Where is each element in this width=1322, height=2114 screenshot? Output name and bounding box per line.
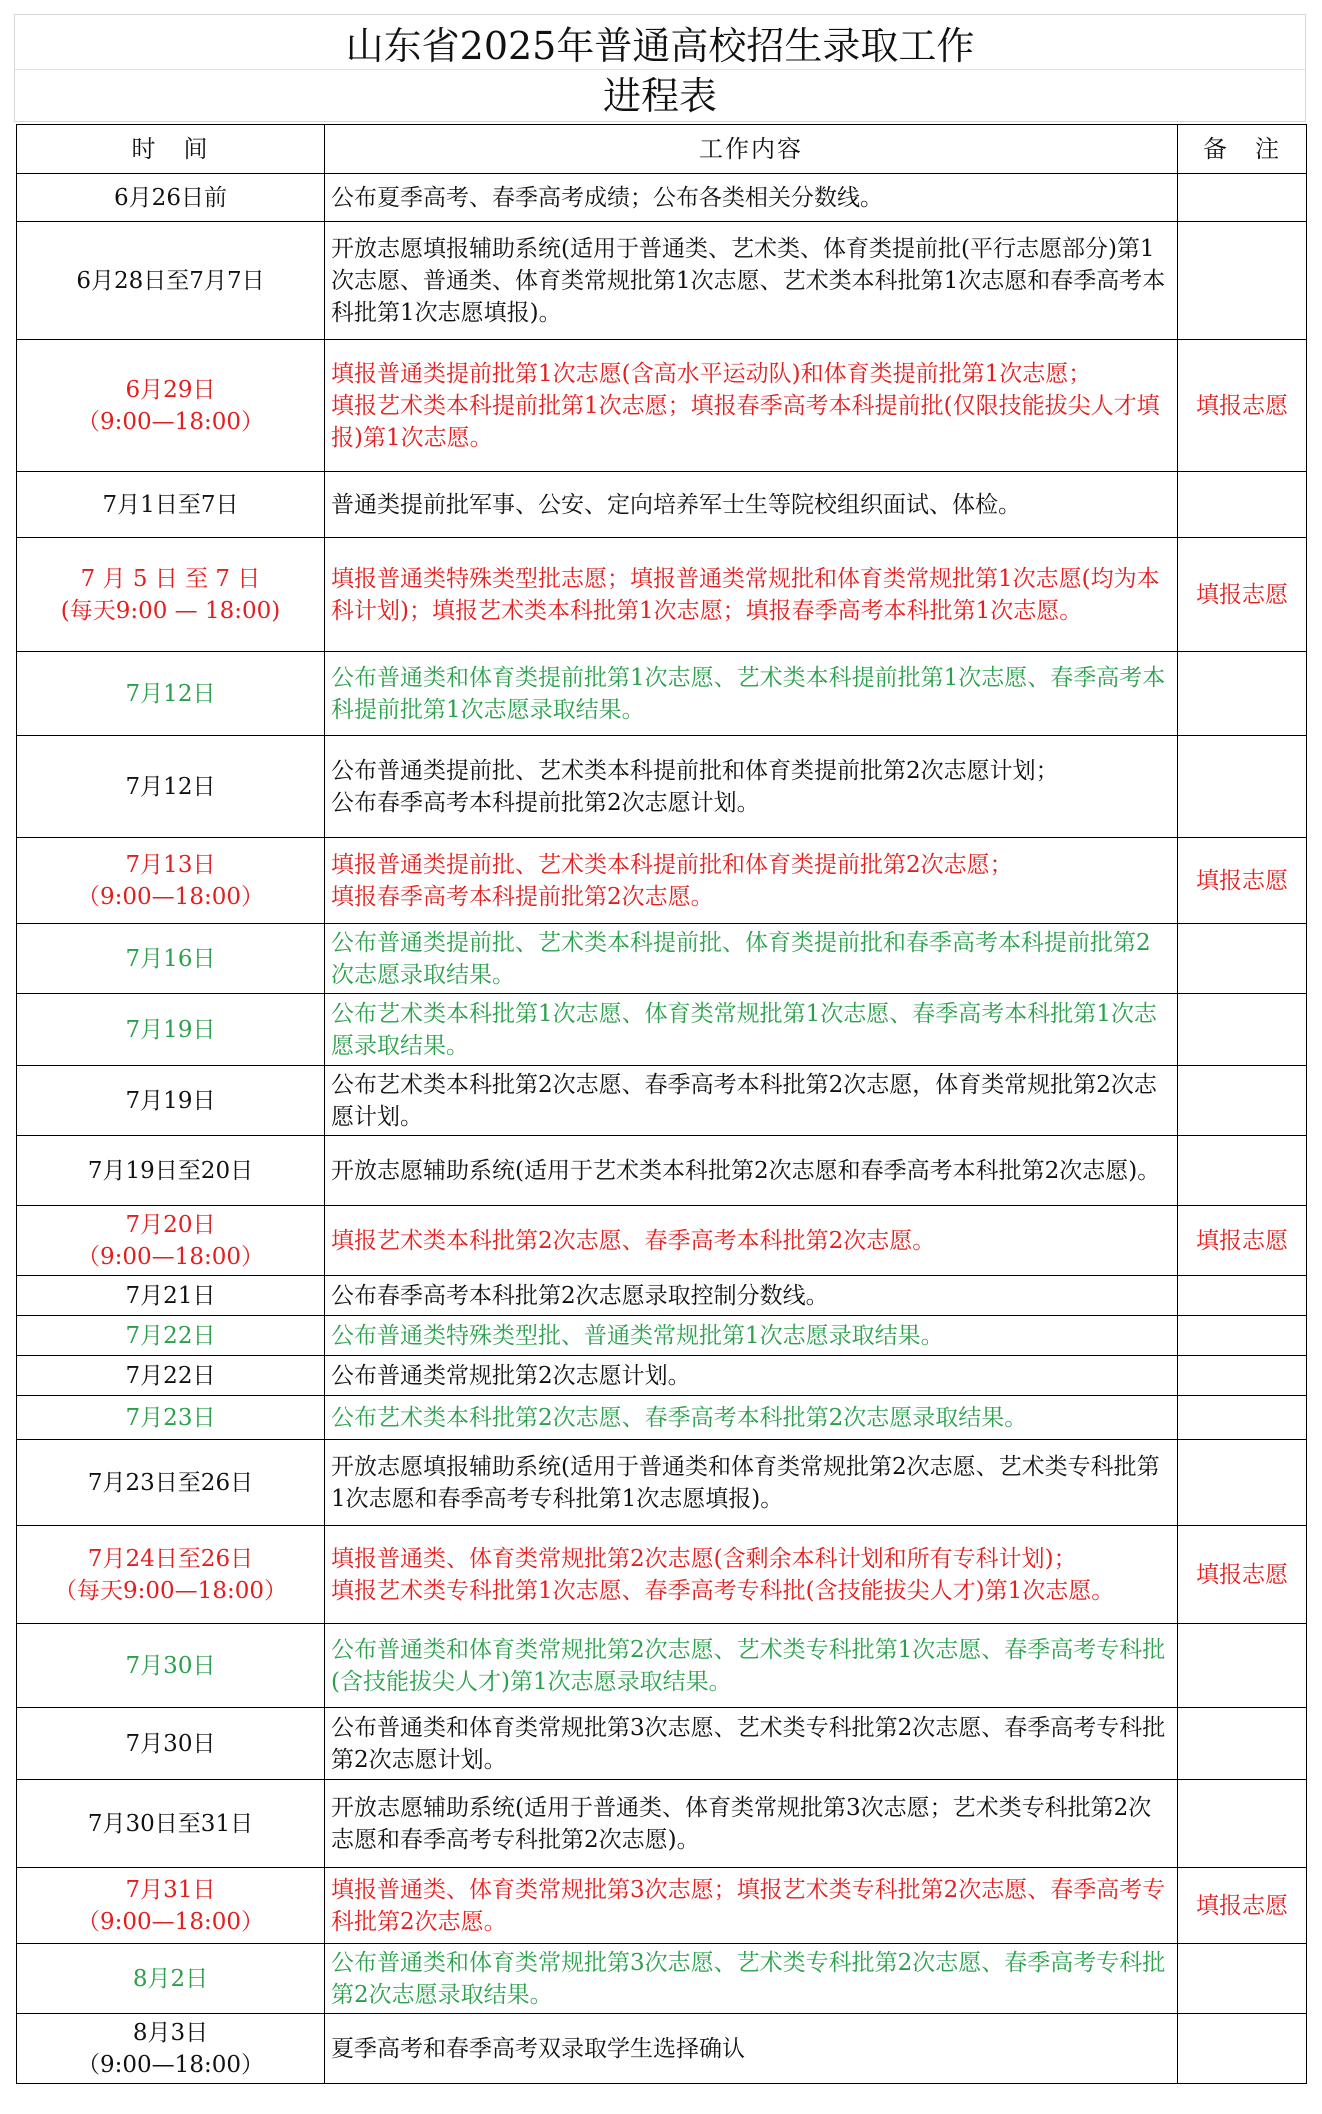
table-row	[17, 174, 1307, 222]
content-paragraph: 公布普通类和体育类提前批第1次志愿、艺术类本科提前批第1次志愿、春季高考本科提前批第1次志愿录取结果。	[331, 664, 1166, 723]
table-row	[17, 1136, 1307, 1206]
note-cell	[1178, 736, 1307, 838]
time-cell	[17, 994, 325, 1066]
content-paragraph: 公布普通类特殊类型批、普通类常规批第1次志愿录取结果。	[331, 1322, 944, 1349]
table-row	[17, 924, 1307, 994]
content-paragraph: 填报艺术类专科批第1次志愿、春季高考专科批(含技能拔尖人才)第1次志愿。	[331, 1577, 1115, 1604]
time-cell	[17, 1868, 325, 1944]
content-paragraph: 公布艺术类本科批第1次志愿、体育类常规批第1次志愿、春季高考本科批第1次志愿录取结果。	[331, 1000, 1157, 1059]
note-cell: 填报志愿	[1178, 1868, 1307, 1944]
document-subtitle: 进程表	[602, 74, 717, 118]
time-cell	[17, 222, 325, 340]
content-cell	[325, 1780, 1178, 1868]
table-row	[17, 1066, 1307, 1136]
table-row	[17, 994, 1307, 1066]
header-time: 时 间	[17, 125, 325, 174]
table-row	[17, 1944, 1307, 2014]
time-cell	[17, 1356, 325, 1396]
time-cell	[17, 1066, 325, 1136]
content-cell	[325, 1440, 1178, 1526]
content-paragraph: 填报普通类提前批第1次志愿(含高水平运动队)和体育类提前批第1次志愿；	[331, 360, 1092, 387]
note-cell	[1178, 994, 1307, 1066]
time-cell	[17, 924, 325, 994]
content-cell	[325, 472, 1178, 538]
content-paragraph: 填报艺术类本科提前批第1次志愿；填报春季高考本科提前批(仅限技能拔尖人才填报)第1次志愿。	[331, 392, 1160, 451]
time-cell	[17, 1396, 325, 1440]
time-line: 7月19日	[125, 1016, 216, 1043]
time-cell	[17, 1440, 325, 1526]
content-paragraph: 开放志愿辅助系统(适用于普通类、体育类常规批第3次志愿；艺术类专科批第2次志愿和春季高考专科批第2次志愿)。	[331, 1794, 1152, 1853]
time-line: 7月31日	[125, 1876, 216, 1903]
time-line: 7月30日	[125, 1652, 216, 1679]
content-cell	[325, 1316, 1178, 1356]
time-line: （9:00—18:00）	[77, 883, 264, 910]
time-line: 7月24日至26日	[87, 1545, 254, 1572]
table-row	[17, 222, 1307, 340]
time-line: 7月20日	[125, 1211, 216, 1238]
note-cell	[1178, 652, 1307, 736]
table-row	[17, 1276, 1307, 1316]
table-row	[17, 1316, 1307, 1356]
time-line: 7月22日	[125, 1322, 216, 1349]
note-cell	[1178, 472, 1307, 538]
note-cell	[1178, 1276, 1307, 1316]
time-line: 7月16日	[125, 945, 216, 972]
content-cell	[325, 1624, 1178, 1708]
content-paragraph: 公布春季高考本科提前批第2次志愿计划。	[331, 789, 760, 816]
note-cell: 填报志愿	[1178, 538, 1307, 652]
content-paragraph: 填报春季高考本科提前批第2次志愿。	[331, 883, 714, 910]
title-divider	[15, 69, 1305, 70]
content-cell	[325, 1526, 1178, 1624]
time-line: 7月30日至31日	[87, 1810, 254, 1837]
document-title: 山东省2025年普通高校招生录取工作	[345, 24, 975, 68]
content-paragraph: 开放志愿填报辅助系统(适用于普通类和体育类常规批第2次志愿、艺术类专科批第1次志愿和春季高考专科批第1次志愿填报)。	[331, 1453, 1160, 1512]
table-row	[17, 838, 1307, 924]
note-cell	[1178, 1708, 1307, 1780]
time-cell	[17, 2014, 325, 2084]
note-cell	[1178, 924, 1307, 994]
time-line: （每天9:00—18:00）	[54, 1577, 287, 1604]
time-cell	[17, 174, 325, 222]
content-cell	[325, 1944, 1178, 2014]
content-cell	[325, 1396, 1178, 1440]
note-cell	[1178, 1356, 1307, 1396]
time-cell	[17, 472, 325, 538]
content-paragraph: 公布普通类和体育类常规批第2次志愿、艺术类专科批第1次志愿、春季高考专科批(含技能拔尖人才)第1次志愿录取结果。	[331, 1636, 1166, 1695]
content-paragraph: 公布普通类和体育类常规批第3次志愿、艺术类专科批第2次志愿、春季高考专科批第2次志愿录取结果。	[331, 1949, 1166, 2008]
content-paragraph: 夏季高考和春季高考双录取学生选择确认	[331, 2035, 745, 2062]
header-note: 备 注	[1178, 125, 1307, 174]
content-paragraph: 公布普通类常规批第2次志愿计划。	[331, 1362, 691, 1389]
note-cell: 填报志愿	[1178, 838, 1307, 924]
content-paragraph: 填报普通类提前批、艺术类本科提前批和体育类提前批第2次志愿；	[331, 851, 1013, 878]
time-line: 7月13日	[125, 851, 216, 878]
note-cell	[1178, 2014, 1307, 2084]
time-line: 6月26日前	[114, 184, 227, 211]
time-cell	[17, 736, 325, 838]
table-row	[17, 736, 1307, 838]
note-cell	[1178, 1624, 1307, 1708]
content-cell	[325, 1356, 1178, 1396]
content-paragraph: 填报普通类特殊类型批志愿；填报普通类常规批和体育类常规批第1次志愿(均为本科计划)；填报艺术类本科批第1次志愿；填报春季高考本科批第1次志愿。	[331, 565, 1160, 624]
note-cell	[1178, 1396, 1307, 1440]
time-line: 7 月 5 日 至 7 日	[80, 565, 261, 592]
time-line: 7月23日至26日	[87, 1469, 254, 1496]
content-paragraph: 公布艺术类本科批第2次志愿、春季高考本科批第2次志愿录取结果。	[331, 1404, 1028, 1431]
time-cell	[17, 1780, 325, 1868]
content-paragraph: 公布普通类提前批、艺术类本科提前批、体育类提前批和春季高考本科提前批第2次志愿录取结果。	[331, 929, 1151, 988]
time-line: 7月12日	[125, 773, 216, 800]
title-box	[14, 14, 1306, 122]
note-cell	[1178, 1316, 1307, 1356]
time-line: 7月19日至20日	[87, 1157, 254, 1184]
content-cell	[325, 1066, 1178, 1136]
time-line: 7月1日至7日	[102, 491, 239, 518]
content-cell	[325, 1136, 1178, 1206]
time-cell	[17, 1624, 325, 1708]
table-row	[17, 1356, 1307, 1396]
time-cell	[17, 1944, 325, 2014]
time-line: 7月30日	[125, 1730, 216, 1757]
table-body	[17, 174, 1307, 2084]
time-line: 7月21日	[125, 1282, 216, 1309]
table-row	[17, 652, 1307, 736]
content-paragraph: 公布夏季高考、春季高考成绩；公布各类相关分数线。	[331, 184, 883, 211]
time-line: 8月2日	[132, 1965, 209, 1992]
table-row	[17, 1206, 1307, 1276]
note-cell	[1178, 1944, 1307, 2014]
time-line: （9:00—18:00）	[77, 2051, 264, 2078]
content-cell	[325, 222, 1178, 340]
content-cell	[325, 1206, 1178, 1276]
time-cell	[17, 1276, 325, 1316]
note-cell: 填报志愿	[1178, 340, 1307, 472]
time-cell	[17, 538, 325, 652]
time-cell	[17, 1526, 325, 1624]
table-row	[17, 1780, 1307, 1868]
note-cell	[1178, 1066, 1307, 1136]
schedule-table	[16, 124, 1307, 2084]
time-line: 7月23日	[125, 1404, 216, 1431]
table-row	[17, 1526, 1307, 1624]
content-cell	[325, 174, 1178, 222]
content-cell	[325, 1868, 1178, 1944]
content-cell	[325, 924, 1178, 994]
content-cell	[325, 538, 1178, 652]
table-row	[17, 1396, 1307, 1440]
header-content: 工作内容	[325, 125, 1178, 174]
time-cell	[17, 1708, 325, 1780]
content-cell	[325, 2014, 1178, 2084]
content-cell	[325, 736, 1178, 838]
note-cell: 填报志愿	[1178, 1206, 1307, 1276]
table-row	[17, 2014, 1307, 2084]
content-paragraph: 填报艺术类本科批第2次志愿、春季高考本科批第2次志愿。	[331, 1227, 936, 1254]
content-cell	[325, 340, 1178, 472]
table-row	[17, 538, 1307, 652]
time-line: (每天9:00 — 18:00)	[60, 597, 281, 624]
note-cell	[1178, 1136, 1307, 1206]
note-cell	[1178, 1780, 1307, 1868]
content-paragraph: 填报普通类、体育类常规批第3次志愿；填报艺术类专科批第2次志愿、春季高考专科批第2次志愿。	[331, 1876, 1166, 1935]
table-header-row	[17, 125, 1307, 174]
table-row	[17, 1708, 1307, 1780]
table-row	[17, 472, 1307, 538]
content-cell	[325, 994, 1178, 1066]
content-cell	[325, 1276, 1178, 1316]
content-paragraph: 开放志愿辅助系统(适用于艺术类本科批第2次志愿和春季高考本科批第2次志愿)。	[331, 1157, 1161, 1184]
content-paragraph: 开放志愿填报辅助系统(适用于普通类、艺术类、体育类提前批(平行志愿部分)第1次志愿、普通类、体育类常规批第1次志愿、艺术类本科批第1次志愿和春季高考本科批第1次志愿填报)。	[331, 235, 1166, 326]
time-line: 7月22日	[125, 1362, 216, 1389]
time-line: 7月12日	[125, 680, 216, 707]
time-cell	[17, 652, 325, 736]
time-cell	[17, 838, 325, 924]
note-cell	[1178, 222, 1307, 340]
table-row	[17, 1868, 1307, 1944]
time-line: 6月29日	[125, 376, 216, 403]
content-paragraph: 公布普通类提前批、艺术类本科提前批和体育类提前批第2次志愿计划；	[331, 757, 1059, 784]
content-paragraph: 公布艺术类本科批第2次志愿、春季高考本科批第2次志愿，体育类常规批第2次志愿计划。	[331, 1071, 1157, 1130]
table-row	[17, 1440, 1307, 1526]
time-cell	[17, 1316, 325, 1356]
time-cell	[17, 1136, 325, 1206]
content-cell	[325, 652, 1178, 736]
time-line: 8月3日	[132, 2019, 209, 2046]
content-cell	[325, 1708, 1178, 1780]
time-line: 6月28日至7月7日	[76, 267, 265, 294]
content-paragraph: 公布普通类和体育类常规批第3次志愿、艺术类专科批第2次志愿、春季高考专科批第2次志愿计划。	[331, 1714, 1166, 1773]
time-line: 7月19日	[125, 1087, 216, 1114]
time-line: （9:00—18:00）	[77, 1908, 264, 1935]
content-cell	[325, 838, 1178, 924]
note-cell: 填报志愿	[1178, 1526, 1307, 1624]
content-paragraph: 填报普通类、体育类常规批第2次志愿(含剩余本科计划和所有专科计划)；	[331, 1545, 1077, 1572]
time-cell	[17, 340, 325, 472]
time-cell	[17, 1206, 325, 1276]
time-line: （9:00—18:00）	[77, 1243, 264, 1270]
note-cell	[1178, 174, 1307, 222]
note-cell	[1178, 1440, 1307, 1526]
time-line: （9:00—18:00）	[77, 408, 264, 435]
table-row	[17, 340, 1307, 472]
content-paragraph: 普通类提前批军事、公安、定向培养军士生等院校组织面试、体检。	[331, 491, 1021, 518]
table-row	[17, 1624, 1307, 1708]
content-paragraph: 公布春季高考本科批第2次志愿录取控制分数线。	[331, 1282, 829, 1309]
